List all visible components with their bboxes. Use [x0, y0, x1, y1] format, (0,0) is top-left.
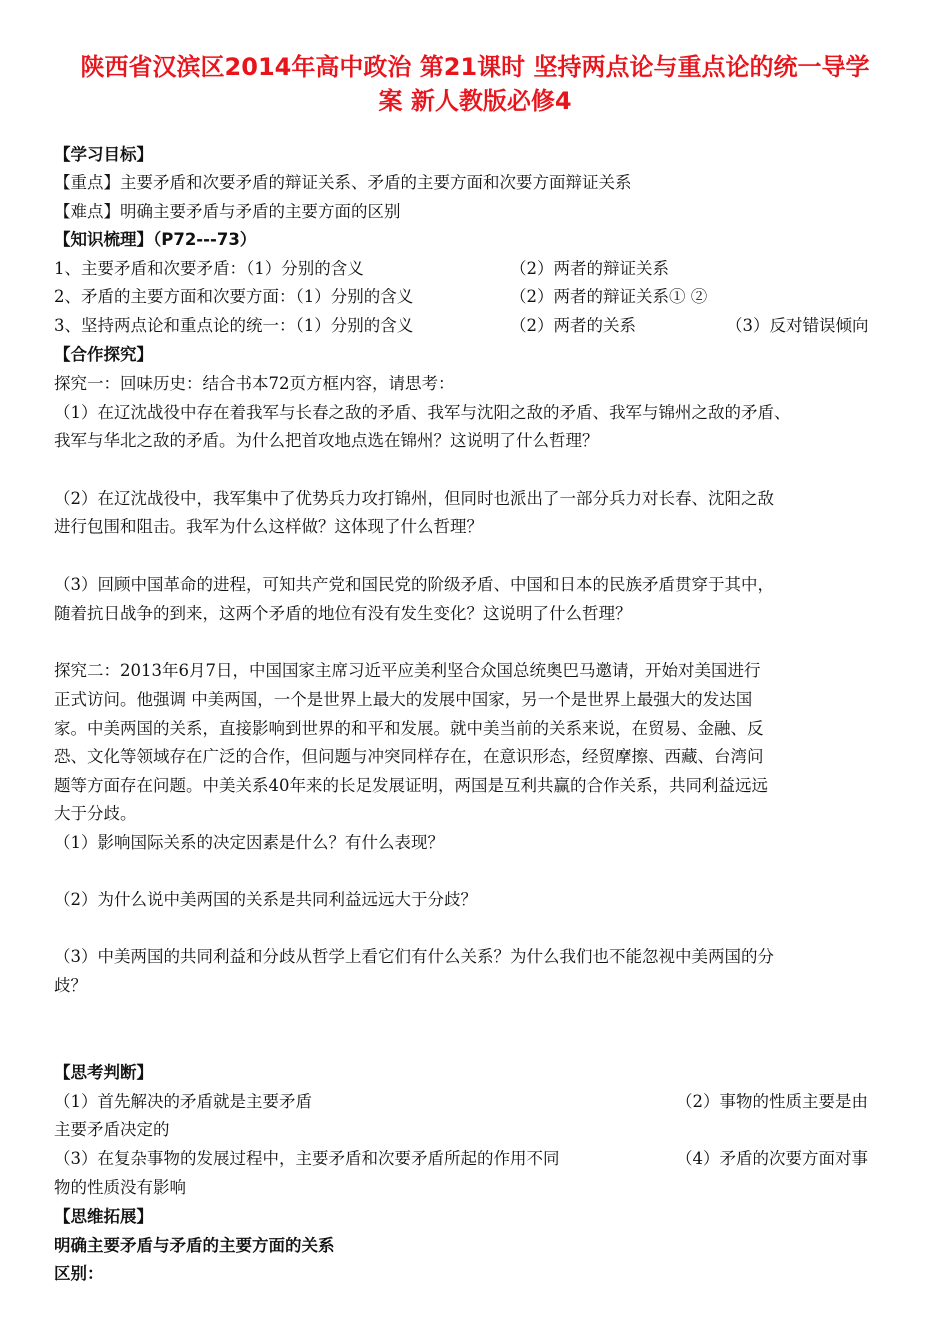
explore-one-q1-line-2: 我军与华北之敌的矛盾。为什么把首攻地点选在锦州？这说明了什么哲理？ — [54, 431, 599, 450]
knowledge-row-3-a: 3、坚持两点论和重点论的统一：（1）分别的含义 — [54, 316, 414, 335]
knowledge-row-3-c: （3）反对错误倾向 — [726, 316, 869, 335]
goal-difficult-points: 【难点】明确主要矛盾与矛盾的主要方面的区别 — [54, 202, 401, 221]
explore-two-para-line-1: 探究二：2013年6月7日，中国国家主席习近平应美利坚合众国总统奥巴马邀请，开始对美国进行 — [54, 661, 761, 680]
explore-two-para-line-6: 大于分歧。 — [54, 804, 137, 823]
knowledge-row-2-b: （2）两者的辩证关系① ② — [510, 287, 708, 306]
title-line-2: 案 新人教版必修4 — [378, 87, 572, 115]
explore-two-q2: （2）为什么说中美两国的关系是共同利益远远大于分歧？ — [54, 890, 477, 909]
judge-row-2: 主要矛盾决定的 — [54, 1120, 170, 1139]
explore-two-para-line-2: 正式访问。他强调 中美两国，一个是世界上最大的发展中国家，另一个是世界上最强大的发达国 — [54, 690, 753, 709]
knowledge-row-1-b: （2）两者的辩证关系 — [510, 259, 669, 278]
judge-statement-2-start: （2）事物的性质主要是由 — [676, 1092, 868, 1111]
document-title — [40, 50, 910, 118]
section-heading-expand: 【思维拓展】 — [54, 1207, 153, 1226]
explore-two-q3-line-2: 歧？ — [54, 976, 87, 995]
explore-one-intro: 探究一：回味历史：结合书本72页方框内容，请思考： — [54, 374, 455, 393]
explore-one-q3-line-1: （3）回顾中国革命的进程，可知共产党和国民党的阶级矛盾、中国和日本的民族矛盾贯穿于其中， — [54, 575, 774, 594]
section-heading-judge: 【思考判断】 — [54, 1063, 153, 1082]
expand-subheading: 明确主要矛盾与矛盾的主要方面的关系 — [54, 1236, 335, 1255]
section-heading-knowledge: 【知识梳理】（P72---73） — [54, 230, 257, 249]
explore-one-q1-line-1: （1）在辽沈战役中存在着我军与长春之敌的矛盾、我军与沈阳之敌的矛盾、我军与锦州之敌的矛盾、 — [54, 403, 791, 422]
explore-one-q2-line-1: （2）在辽沈战役中，我军集中了优势兵力攻打锦州，但同时也派出了一部分兵力对长春、沈阳之敌 — [54, 489, 774, 508]
goal-key-points: 【重点】主要矛盾和次要矛盾的辩证关系、矛盾的主要方面和次要方面辩证关系 — [54, 173, 632, 192]
knowledge-row-3-b: （2）两者的关系 — [510, 316, 636, 335]
title-line-1: 陕西省汉滨区2014年高中政治 第21课时 坚持两点论与重点论的统一导学 — [80, 53, 870, 81]
explore-two-para-line-3: 家。中美两国的关系，直接影响到世界的和平和发展。就中美当前的关系来说，在贸易、金融、反 — [54, 719, 764, 738]
judge-row-4: 物的性质没有影响 — [54, 1178, 186, 1197]
explore-one-q2-line-2: 进行包围和阻击。我军为什么这样做？这体现了什么哲理？ — [54, 517, 483, 536]
judge-statement-3: （3）在复杂事物的发展过程中，主要矛盾和次要矛盾所起的作用不同 — [54, 1149, 560, 1168]
explore-one-q3-line-2: 随着抗日战争的到来，这两个矛盾的地位有没有发生变化？这说明了什么哲理？ — [54, 604, 632, 623]
explore-two-para-line-4: 恐、文化等领域存在广泛的合作，但问题与冲突同样存在，在意识形态，经贸摩擦、西藏、台湾问 — [54, 747, 764, 766]
expand-difference-label: 区别： — [54, 1264, 104, 1283]
explore-two-q3-line-1: （3）中美两国的共同利益和分歧从哲学上看它们有什么关系？为什么我们也不能忽视中美两国的分 — [54, 947, 774, 966]
explore-two-para-line-5: 题等方面存在问题。中美关系40年来的长足发展证明，两国是互利共赢的合作关系，共同利益远远 — [54, 776, 768, 795]
knowledge-row-1-a: 1、主要矛盾和次要矛盾：（1）分别的含义 — [54, 259, 364, 278]
knowledge-row-2-a: 2、矛盾的主要方面和次要方面：（1）分别的含义 — [54, 287, 414, 306]
explore-two-q1: （1）影响国际关系的决定因素是什么？有什么表现？ — [54, 833, 444, 852]
judge-statement-4-start: （4）矛盾的次要方面对事 — [676, 1149, 868, 1168]
judge-statement-1: （1）首先解决的矛盾就是主要矛盾 — [54, 1092, 312, 1111]
section-heading-goals: 【学习目标】 — [54, 145, 153, 164]
section-heading-explore: 【合作探究】 — [54, 345, 153, 364]
